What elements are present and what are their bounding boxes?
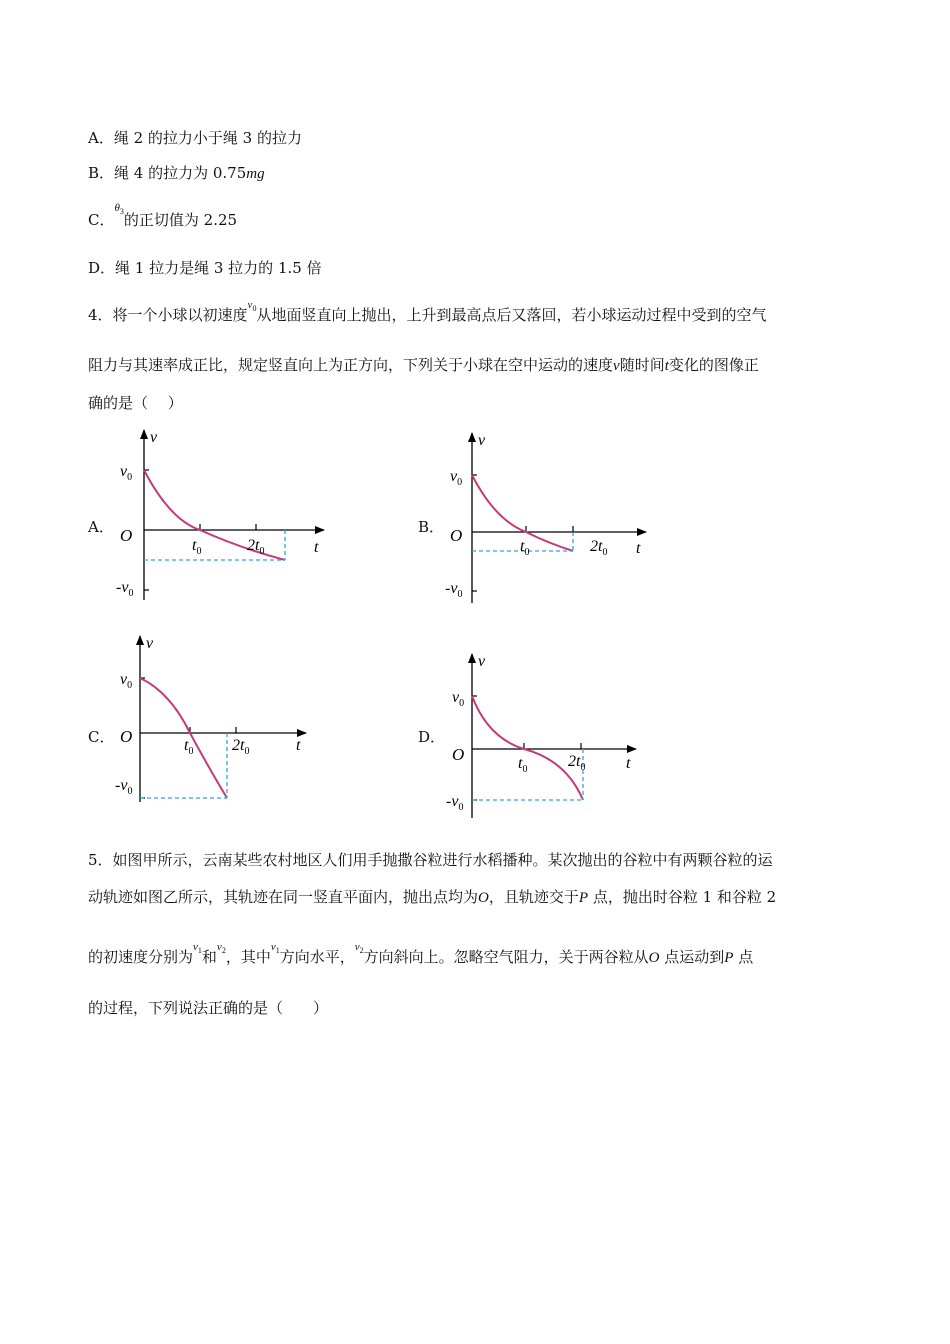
t0-label: $t_0$ (518, 755, 528, 775)
q3-option-d: D．绳 1 拉力是绳 3 拉力的 1.5 倍 (88, 259, 322, 277)
t-axis-label: t (314, 539, 319, 556)
origin-label: O (120, 727, 133, 746)
q4-stem-line3: 确的是（ ） (88, 394, 183, 412)
q5-stem-line3: 的初速度分别为$^{v_1}$和$^{v_2}$，其中$^{v_1}$方向水平，$^{v_2}$方向斜向上。忽略空气阻力，关于两谷粒从O 点运动到P 点 (88, 941, 754, 966)
graph-a (110, 420, 340, 610)
v-axis-label: v (150, 429, 158, 446)
graph-b-label: B． (418, 518, 445, 536)
2t0-label: $2t_0$ (232, 737, 250, 757)
v1-symbol: v1 (193, 941, 202, 956)
q3-option-c-text: 的正切值为 2.25 (123, 211, 238, 229)
t-axis-label: t (636, 540, 641, 557)
neg-v0-label: $-v_0$ (445, 580, 463, 600)
q3-option-c-label: C． (88, 211, 115, 229)
graph-b (440, 425, 660, 610)
origin-label: O (450, 526, 463, 545)
origin-label: O (120, 526, 133, 545)
t0-label: $t_0$ (192, 537, 202, 557)
t0-label: $t_0$ (184, 737, 194, 757)
q3-option-b-text: B．绳 4 的拉力为 0.75 (88, 164, 247, 182)
v-axis-label: v (478, 432, 486, 449)
q3-option-a: A．绳 2 的拉力小于绳 3 的拉力 (88, 129, 302, 147)
v2-symbol: v2 (216, 941, 226, 956)
q4-stem-line2: 阻力与其速率成正比，规定竖直向上为正方向，下列关于小球在空中运动的速度v随时间t变化的图像正 (88, 356, 759, 374)
v0-label: $v_0$ (452, 689, 465, 709)
v-axis-label: v (478, 653, 486, 670)
v2-symbol: v2 (354, 941, 364, 956)
2t0-label: $2t_0$ (247, 537, 265, 557)
q5-stem-line1: 5．如图甲所示，云南某些农村地区人们用手抛撒谷粒进行水稻播种。某次抛出的谷粒中有两颗谷粒的运 (88, 851, 773, 869)
graph-c (110, 630, 320, 810)
neg-v0-label: $-v_0$ (446, 793, 464, 813)
v0-label: $v_0$ (450, 468, 463, 488)
t-axis-label: t (296, 737, 301, 754)
theta3-symbol: θ3 (114, 202, 124, 217)
origin-label: O (452, 745, 465, 764)
t-axis-label: t (626, 755, 631, 772)
velocity-curve (472, 696, 586, 800)
graph-d-label: D． (418, 728, 446, 746)
2t0-label: $2t_0$ (568, 753, 586, 773)
v0-label: $v_0$ (120, 671, 133, 691)
q5-stem-line4: 的过程，下列说法正确的是（ ） (88, 999, 329, 1017)
v0-symbol: v0 (247, 299, 257, 314)
graph-d (440, 650, 650, 825)
graph-a-label: A． (88, 518, 114, 536)
neg-v0-label: $-v_0$ (115, 777, 133, 797)
2t0-label: $2t_0$ (590, 538, 608, 558)
neg-v0-label: $-v_0$ (116, 579, 134, 599)
t0-label: $t_0$ (520, 538, 530, 558)
q4-stem-line1: 4．将一个小球以初速度$^{v_0}$从地面竖直向上抛出，上升到最高点后又落回，若小球运动过程中受到的空气 (88, 299, 767, 324)
graph-c-label: C． (88, 728, 115, 746)
q3-option-b (88, 163, 265, 184)
v-axis-label: v (146, 635, 154, 652)
v0-label: $v_0$ (120, 463, 133, 483)
q3-option-b-var: mg (246, 166, 265, 182)
v1-symbol: v1 (270, 941, 280, 956)
q5-stem-line2: 动轨迹如图乙所示，其轨迹在同一竖直平面内，抛出点均为O，且轨迹交于P 点，抛出时谷粒 1 和谷粒 2 (88, 888, 777, 906)
